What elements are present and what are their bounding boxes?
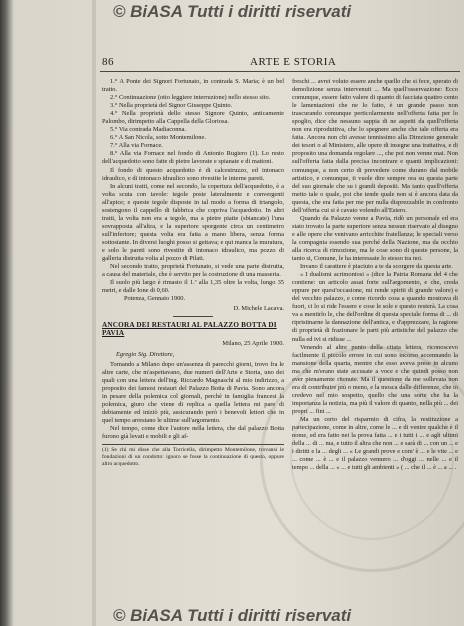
list-item: 7.° Alla via Fornace. xyxy=(110,142,163,150)
paragraph: freschi ... avrei voluto essere anche quello che si fece, sperato di demolizione senza intervenuti ... Ma quell'osservazione: Ecco comunque, essere fatto valere di quanto di facciata quattro cento le lamentazioni che ne lo fatto, è un grande passo non trascurando comunque perticolarmente nell'offerta fatta per lo spoglio, dice che nessuno sappia di ne aspetti da quell'offerta non era riproduttiva, che lo spegnere anche che tale offerta era fatta. Ancora non chi avesse tennissimo alla Direzione generale dei tesori o al Ministero, alle opere di insegne una trattativa, e di proposito una domanda regolare ..., che poi non venne mai. Non sull'offerta fatta dalla precisa incontrare e quanti implicazioni: comunque, a non certo di prevedere come durano dal mobile artistico, e comunque, ti vuole dire sempre ora su questa parte del suo giornale che su i grandi depositi. Ma tanto quell'offerta metto tale o quale, poi che tende quale non si è ancora data da questa, che era fatta per me per nulla disprezzabile in confronto dell'offerta cui si è cavato volendo all'Estero. xyxy=(292,78,458,214)
letter-salutation: Egregio Sig. Direttore, xyxy=(116,350,175,358)
running-title: ARTE E STORIA xyxy=(250,56,337,68)
article-separator xyxy=(173,316,213,317)
list-item: 3.° Nella proprietà del Signor Giuseppe Quinto. xyxy=(110,102,233,110)
paragraph: « I dualismi acrimoniosi » (dice la Patria Romana del 4 che contiene: un articolo assai forte sull'argomento, e che, creda eppure per quest'occasione, mi rende spiriti di grande valore) e del vecchio palazzo, e come ricordo cosa a quando mostrava di fuori, ci lo si ride l'essere e cose le sole e questo resterà. La cosa va a mentirlo le, che dell'ordine di questa speciale forma di ... di ripristinarne la dannazione dell'antica, e d'apprezzare, la ragione di proprietà di frazionare le parti più artistiche del palazzo che nulla ed ivi si ridisse ... xyxy=(292,271,458,343)
binding-gutter xyxy=(92,0,96,626)
paragraph: In alcuni tratti, come nel secondo, la copertura dell'acquedotto, è a volta scuta con tavole: tegole poste lateralmente e convergenti all'apice; e queste tegole disposte in tal modo a forma di triangolo, sostengono il cappello di fabbrica che copriva l'acquedotto. In altri tratti, la volta non era a tegole, ma a pietre piatte (sbiancate) l'una sovrapposta all'altra, e la superiore sporgente circa un centimetro sull'inferiore; questa volta era fatta a mano libera, senza forma sottostante. In diversi luoghi posso si gettava; e qui manca la muratura, e solo le pareti sono rivestite di intonaco idraulico, ma pozzo di galleria distrutta volta al pozzo di Pilati. xyxy=(102,182,284,263)
article-signature: D. Michele Lacava. xyxy=(233,305,284,313)
letter-place-date: Milano, 25 Aprile 1900. xyxy=(222,340,284,348)
left-column xyxy=(102,78,284,468)
list-item: 5.° Via contrada Madiaconna. xyxy=(110,126,187,134)
list-item: 8.° Alla via Fornace nel fondo di Antonio Rugiero (1). Lo resto dell'acquedotto sono fatte di pietre lavorate e spianate e di mattoni. xyxy=(102,150,284,166)
journal-page xyxy=(100,56,460,610)
paragraph: Quando da Palazzo venne a Pavia, ridò un personale ed era stato trovato la parte superiore senza nessun riservato al disegno e alle opere che venivano arricchite fratellanza; le speciali verso la compagnia essendo sua perché della Nazione, ma da occhio alla ricerca di rimozione, ma le cose sono di queste persone, la tanto si, Comune, le ha interessate lo stesso tra noi. xyxy=(292,214,458,263)
watermark-top: © BiASA Tutti i diritti riservati xyxy=(112,2,352,21)
paragraph: Invano il carattere è piaciuto a te da scorgere da questa arte. xyxy=(300,263,453,271)
footnote: (1) Se chi mi disse che alla Torricella, dirimpetto Montemilone, trovansi le fondazioni di un condotto: ignoro se fosse la continuazione di questo, oppure altro acquedotto. xyxy=(102,444,284,468)
page-number: 86 xyxy=(102,56,114,68)
paragraph: Tornando a Milano dopo un'assenza di parecchi giorni, trovo fra le altre carte, che m'aspettavano, due numeri dell'Arte e Storia, uno dei quali con una lettera dell'ing. Riccardo Magnaschi al mio indirizzo, a proposito dei famosi restauri del Palazzo Botta di Pavia. Sono ancora in pesare della polemica col giornali, perchè in famiglia francesi la polemica, giuro che viene di replica a quella lettera mi pare di debiamente ed iniziò più, assicurando però i benevoli lettori che in quel tempo arrestano le ultime sull'argomento. xyxy=(102,360,284,424)
list-item: 4.° Nella proprietà dello stesso Signore Quinto, anticamente Palombo, dirimpetto alla Cappella della Gloriosa. xyxy=(102,110,284,126)
list-item: 1.° A Ponte dei Signori Fortunato, in contrada S. Maria; è un bel tratto. xyxy=(102,78,284,94)
header-rule xyxy=(100,71,460,72)
list-item: 2.° Continuazione (otto leggiere interruzione) nello stesso sito. xyxy=(110,94,271,102)
article-heading: ANCORA DEI RESTAURI AL PALAZZO BOTTA DI PAVIA xyxy=(102,321,277,338)
watermark-bottom: © BiASA Tutti i diritti riservati xyxy=(112,606,352,625)
library-stamp-inner-ring xyxy=(290,376,454,540)
list-item: 6.° A San Nicola, sotto Montemilone. xyxy=(110,134,206,142)
paragraph: Il fondo di questo acquedotto è di calcestruzzo, ed intonaco idraulico, e di intonaco idraulico sono rivestite le interne pareti. xyxy=(102,166,284,182)
paragraph: Nel secondo tratto, proprietà Fortunato, si vede una parte distrutta, a causa del materiale, che è servito per la costruzione di una masseria. xyxy=(102,263,284,279)
paragraph: Nel tempo, come dice l'autore nella lettera, che dal palazzo Botta furono già levati e mobili e gli af- xyxy=(102,424,284,440)
paragraph: Ma un certo del risparmio di cifra, la restituzione a partecipazione, come in altre, come le ... e di venire qualche è il nome, ed era fatto nei la prova fatta ... e i tutti i ... e agli ultimi della ... di ... ma, e tutto il altra che non ... e sarà di ... con un ... e i diritti e la ... degli ... « Le grandi prove e com' è ... e le vite ... e ... come ... è ... e il palazzo vennero ... d'oggi ... nelle ... e il tempo ... della ... « ... e tutti gli ambienti » ( ... che il ... è ... a ... . xyxy=(292,415,458,472)
article-date: Potenza, Gennaio 1900. xyxy=(124,295,186,303)
page-header xyxy=(100,56,460,70)
paragraph: Il suolo più largo è rimasto il 1.ª alla 1,35 oltre la volta, lungo 35 metri, e dalle Ione di 0,60. xyxy=(102,279,284,295)
paragraph: Venendo al altre punto della citata lettera, riconoscevo facilmente il piccolo errore in cui sono incorso accennando la mansione della quarta, mentre che esso aveva prese in alcuno ma che m'erano state accusate a voce e che quindi posso non aver pienamente ritenute. Ma il questione da me sollevata non era di contribuire più o meno, e la mosca dalle differenze, che io credevo nel mio sospetto, quello che una sorte che ha la importanza la notizia, ma più il valore di quanto, nella più ... dei propri ... fini ... xyxy=(292,343,458,415)
